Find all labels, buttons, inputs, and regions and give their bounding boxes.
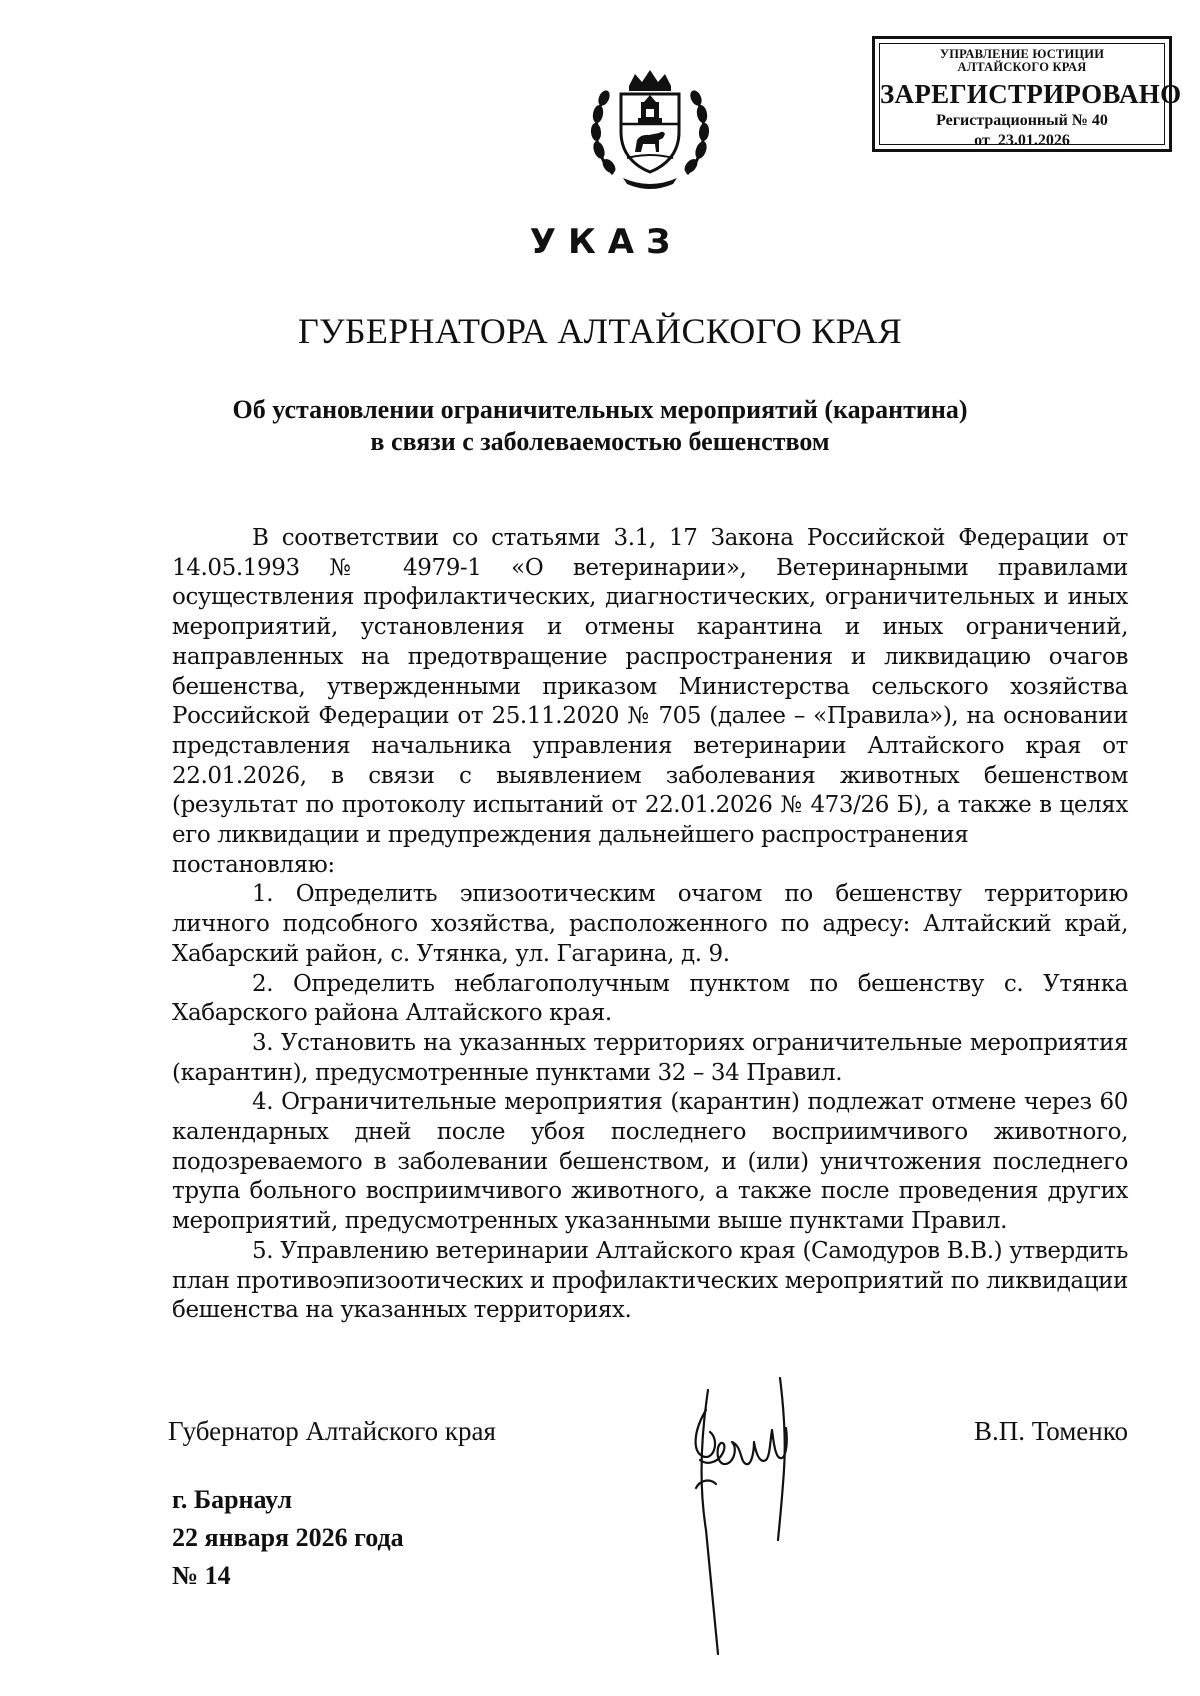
document-body — [172, 524, 1128, 1326]
subject-line-2: в связи с заболеваемостью бешенством — [370, 427, 830, 456]
signer-name: В.П. Томенко — [974, 1416, 1128, 1446]
stamp-organization-line2: АЛТАЙСКОГО КРАЯ — [957, 60, 1087, 74]
subject-line-1: Об установлении ограничительных мероприятий (карантина) — [232, 395, 968, 424]
issue-date: 22 января 2026 года — [172, 1523, 404, 1552]
decree-item-2: 2. Определить неблагополучным пунктом по бешенству с. Утянка Хабарского района Алтайского края. — [172, 970, 1128, 1027]
place-and-date — [172, 1481, 404, 1595]
stamp-organization-line1: УПРАВЛЕНИЕ ЮСТИЦИИ — [939, 47, 1105, 61]
preamble-paragraph: В соответствии со статьями 3.1, 17 Закона Российской Федерации от 14.05.1993 № 4979-1 «О ветеринарии», Ветеринарными правилами осуществления профилактических, диагностических, ограничительных и иных мероприятий, установления и отмены карантина и иных ограничений, направленных на предотвращение распространения и ликвидацию очагов бешенства, утвержденными приказом Министерства сельского хозяйства Российской Федерации от 25.11.2020 № 705 (далее – «Правила»), на основании представления начальника управления ветеринарии Алтайского края от 22.01.2026, в связи с выявлением заболевания животных бешенством (результат по протоколу испытаний от 22.01.2026 № 473/26 Б), а также в целях его ликвидации и предупреждения дальнейшего распространения — [172, 525, 1128, 849]
decree-item-1: 1. Определить эпизоотическим очагом по бешенству территорию личного подсобного хозяйства, расположенного по адресу: Алтайский край, Хабарский район, с. Утянка, ул. Гагарина, д. 9. — [172, 881, 1128, 967]
registration-stamp — [872, 36, 1182, 152]
stamp-organization — [880, 48, 1164, 74]
decree-item-4: 4. Ограничительные мероприятия (карантин) подлежат отмене через 60 календарных дней после убоя последнего восприимчивого животного, подозреваемого в заболевании бешенством, и (или) уничтожения последнего трупа больного восприимчивого животного, а также после проведения других мероприятий, предусмотренных указанными выше пунктами Правил. — [172, 1089, 1128, 1235]
document-issuer: ГУБЕРНАТОРА АЛТАЙСКОГО КРАЯ — [298, 311, 902, 351]
decree-item-3: 3. Установить на указанных территориях ограничительные мероприятия (карантин), предусмотренные пунктами 32 – 34 Правил. — [172, 1029, 1128, 1086]
altai-krai-coat-of-arms-icon — [585, 62, 715, 192]
issue-city: г. Барнаул — [172, 1485, 293, 1514]
decree-item-5: 5. Управлению ветеринарии Алтайского края (Самодуров В.В.) утвердить план противоэпизоотических и профилактических мероприятий по ликвидации бешенства на указанных территориях. — [172, 1237, 1128, 1324]
document-type: УКАЗ — [529, 222, 683, 262]
stamp-registration-date: от 23.01.2026 — [974, 132, 1070, 149]
document-subject — [0, 394, 1200, 458]
stamp-inner-border — [879, 43, 1182, 149]
stamp-registration-number: Регистрационный № 40 — [936, 112, 1108, 129]
stamp-status: ЗАРЕГИСТРИРОВАНО — [880, 79, 1182, 109]
handwritten-signature-icon — [680, 1370, 820, 1660]
signer-title: Губернатор Алтайского края — [168, 1416, 496, 1446]
document-number: № 14 — [172, 1561, 231, 1590]
decree-word: постановляю: — [172, 851, 335, 878]
